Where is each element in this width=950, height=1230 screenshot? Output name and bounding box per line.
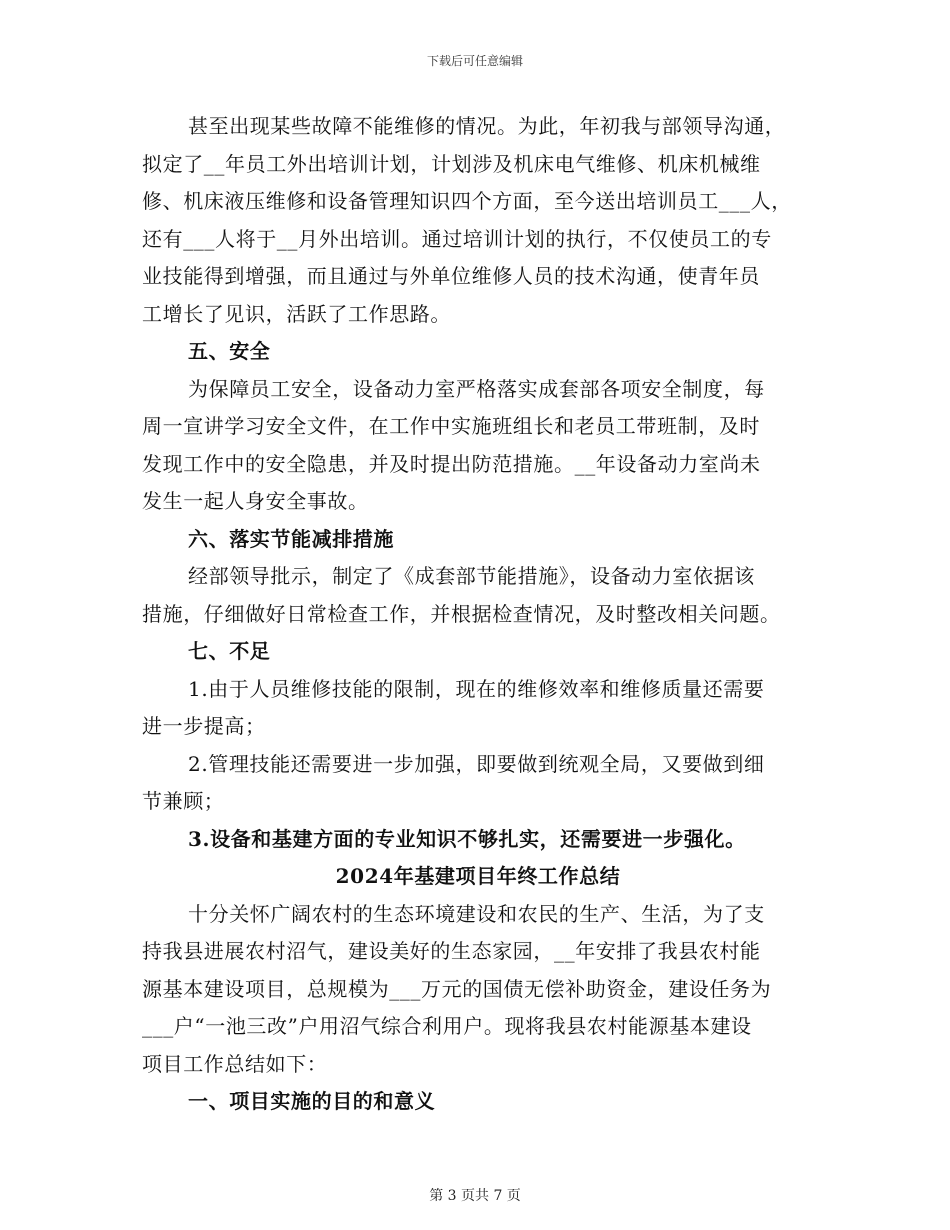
body-paragraph: 甚至出现某些故障不能维修的情况。为此，年初我与部领导沟通， [188, 114, 786, 138]
body-paragraph: 项目工作总结如下： [142, 1051, 328, 1076]
list-item: 2.管理技能还需要进一步加强，即要做到统观全局，又要做到细 [188, 751, 765, 776]
body-paragraph: 持我县进展农村沼气，建设美好的生态家园，__年安排了我县农村能 [142, 939, 761, 963]
body-paragraph: 发现工作中的安全隐患，并及时提出防范措施。__年设备动力室尚未 [142, 451, 761, 476]
section-heading: 七、不足 [188, 639, 271, 663]
body-paragraph: 经部领导批示，制定了《成套部节能措施》，设备动力室依据该 [188, 564, 755, 588]
list-item: 进一步提高； [142, 714, 266, 738]
page-footer: 第 3 页共 7 页 [429, 1188, 521, 1204]
body-paragraph: 还有___人将于__月外出培训。通过培训计划的执行，不仅使员工的专 [142, 226, 772, 251]
body-paragraph: 发生一起人身安全事故。 [142, 489, 369, 513]
list-item: 节兼顾； [142, 789, 225, 813]
section-heading: 六、落实节能减排措施 [188, 526, 394, 551]
body-paragraph: 拟定了__年员工外出培训计划，计划涉及机床电气维修、机床机械维 [142, 151, 761, 176]
body-paragraph: 为保障员工安全，设备动力室严格落实成套部各项安全制度，每 [188, 376, 765, 401]
body-paragraph: 措施，仔细做好日常检查工作，并根据检查情况，及时整改相关问题。 [142, 601, 781, 626]
list-item: 1.由于人员维修技能的限制，现在的维修效率和维修质量还需要 [188, 676, 765, 701]
body-paragraph: ___户“一池三改”户用沼气综合利用户。现将我县农村能源基本建设 [142, 1014, 752, 1038]
section-heading: 五、安全 [188, 339, 271, 363]
document-title: 2024年基建项目年终工作总结 [335, 864, 621, 888]
body-paragraph: 业技能得到增强，而且通过与外单位维修人员的技术沟通，使青年员 [142, 264, 760, 288]
body-paragraph: 修、机床液压维修和设备管理知识四个方面，至今送出培训员工___人， [142, 189, 792, 213]
body-paragraph: 工增长了见识，活跃了工作思路。 [142, 301, 451, 326]
document-body [142, 108, 814, 1121]
body-paragraph: 十分关怀广阔农村的生态环境建设和农民的生产、生活，为了支 [188, 901, 765, 926]
body-paragraph: 周一宣讲学习安全文件，在工作中实施班组长和老员工带班制，及时 [142, 414, 760, 438]
section-heading: 一、项目实施的目的和意义 [188, 1089, 436, 1113]
page-header: 下载后可任意编辑 [426, 54, 523, 68]
list-item: 3.设备和基建方面的专业知识不够扎实，还需要进一步强化。 [188, 826, 746, 851]
body-paragraph: 源基本建设项目，总规模为___万元的国债无偿补助资金，建设任务为 [142, 976, 772, 1001]
